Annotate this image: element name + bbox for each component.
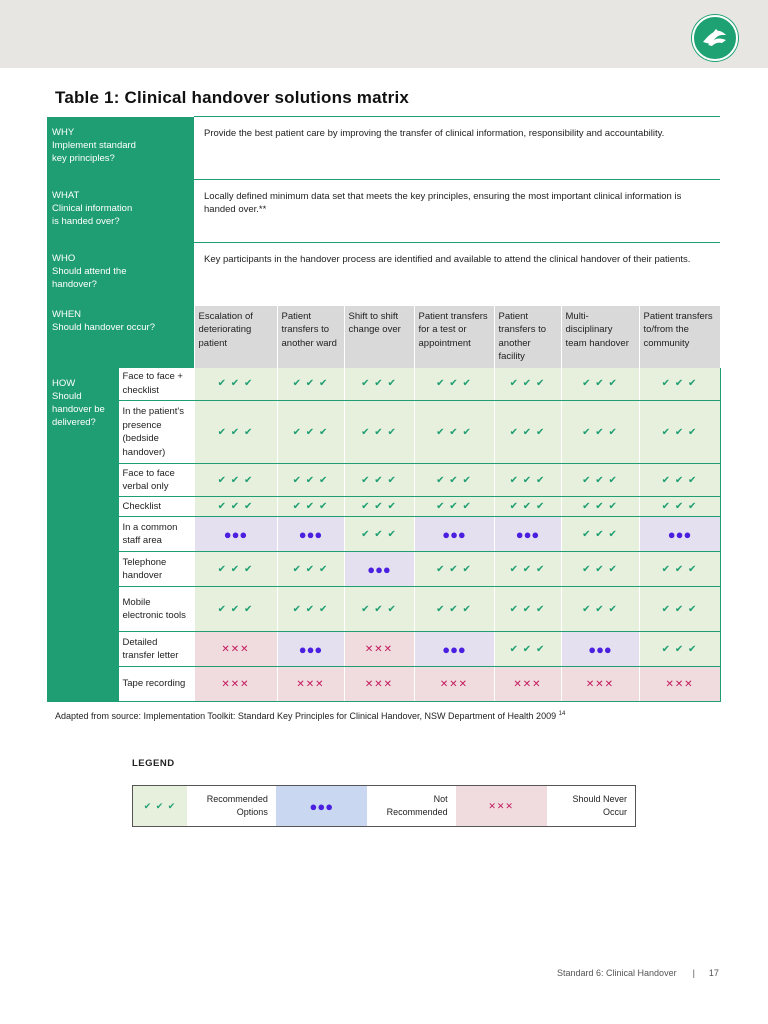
what-label: WHAT Clinical information is handed over? (47, 180, 194, 243)
legend-not-recommended-symbol: ●●● (276, 786, 367, 827)
rating-cell-rec: ✔ ✔ ✔ (277, 368, 344, 401)
rating-cell-never: ✕✕✕ (639, 667, 720, 702)
column-header: Patient transfers for a test or appointment (414, 306, 494, 368)
rating-cell-rec: ✔ ✔ ✔ (277, 401, 344, 464)
header-band (0, 0, 768, 68)
rating-cell-rec: ✔ ✔ ✔ (194, 464, 277, 497)
row-label: In the patient's presence (bedside handover) (118, 401, 194, 464)
rating-cell-never: ✕✕✕ (277, 667, 344, 702)
rating-cell-never: ✕✕✕ (194, 632, 277, 667)
rating-cell-notrec: ●●● (561, 632, 639, 667)
matrix-row (47, 552, 720, 587)
rating-cell-rec: ✔ ✔ ✔ (414, 552, 494, 587)
legend-not-recommended-label: Not Recommended (386, 794, 448, 817)
rating-cell-rec: ✔ ✔ ✔ (277, 497, 344, 517)
legend-never-symbol: ✕✕✕ (456, 786, 547, 827)
legend-title: LEGEND (132, 758, 175, 769)
rating-cell-rec: ✔ ✔ ✔ (344, 464, 414, 497)
rating-cell-rec: ✔ ✔ ✔ (561, 497, 639, 517)
rating-cell-rec: ✔ ✔ ✔ (494, 497, 561, 517)
rating-cell-rec: ✔ ✔ ✔ (639, 632, 720, 667)
rating-cell-rec: ✔ ✔ ✔ (344, 401, 414, 464)
column-header: Patient transfers to/from the community (639, 306, 720, 368)
rating-cell-rec: ✔ ✔ ✔ (494, 464, 561, 497)
rating-cell-rec: ✔ ✔ ✔ (344, 587, 414, 632)
rating-cell-notrec: ●●● (414, 632, 494, 667)
legend (132, 785, 636, 827)
column-header: Multi-disciplinary team handover (561, 306, 639, 368)
column-header: Patient transfers to another ward (277, 306, 344, 368)
rating-cell-rec: ✔ ✔ ✔ (639, 552, 720, 587)
rating-cell-never: ✕✕✕ (194, 667, 277, 702)
rating-cell-rec: ✔ ✔ ✔ (414, 368, 494, 401)
rating-cell-notrec: ●●● (277, 632, 344, 667)
rating-cell-rec: ✔ ✔ ✔ (414, 401, 494, 464)
rating-cell-rec: ✔ ✔ ✔ (344, 517, 414, 552)
matrix-row (47, 587, 720, 632)
rating-cell-rec: ✔ ✔ ✔ (561, 464, 639, 497)
who-text: Key participants in the handover process are identified and available to attend the clinical handover of their patients. (194, 243, 720, 306)
rating-cell-rec: ✔ ✔ ✔ (494, 401, 561, 464)
rating-cell-rec: ✔ ✔ ✔ (639, 401, 720, 464)
rating-cell-never: ✕✕✕ (344, 667, 414, 702)
row-label: Mobile electronic tools (118, 587, 194, 632)
rating-cell-rec: ✔ ✔ ✔ (561, 552, 639, 587)
source-ref: 14 (558, 711, 566, 717)
matrix-row (47, 517, 720, 552)
column-header: Escalation of deteriorating patient (194, 306, 277, 368)
what-text: Locally defined minimum data set that meets the key principles, ensuring the most important clinical information is handed over.** (194, 180, 720, 243)
matrix-row (47, 667, 720, 702)
rating-cell-rec: ✔ ✔ ✔ (561, 587, 639, 632)
rating-cell-notrec: ●●● (194, 517, 277, 552)
source-text: Adapted from source: Implementation Toolkit: Standard Key Principles for Clinical Handover, NSW Department of Health 2009 (55, 711, 557, 721)
rating-cell-rec: ✔ ✔ ✔ (414, 464, 494, 497)
row-label: Tape recording (118, 667, 194, 702)
source-note (55, 711, 565, 721)
row-label: In a common staff area (118, 517, 194, 552)
rating-cell-never: ✕✕✕ (344, 632, 414, 667)
row-label: Face to face + checklist (118, 368, 194, 401)
matrix-row (47, 497, 720, 517)
rating-cell-rec: ✔ ✔ ✔ (639, 464, 720, 497)
legend-recommended-label: Recommended Options (206, 794, 268, 817)
solutions-matrix (47, 116, 721, 702)
rating-cell-never: ✕✕✕ (561, 667, 639, 702)
rating-cell-rec: ✔ ✔ ✔ (414, 497, 494, 517)
matrix-row (47, 401, 720, 464)
rating-cell-rec: ✔ ✔ ✔ (494, 368, 561, 401)
rating-cell-rec: ✔ ✔ ✔ (277, 464, 344, 497)
rating-cell-rec: ✔ ✔ ✔ (194, 552, 277, 587)
rating-cell-rec: ✔ ✔ ✔ (277, 587, 344, 632)
who-label: WHO Should attend the handover? (47, 243, 194, 306)
row-label: Face to face verbal only (118, 464, 194, 497)
legend-recommended-symbol: ✔ ✔ ✔ (133, 786, 188, 827)
rating-cell-rec: ✔ ✔ ✔ (561, 517, 639, 552)
matrix-row (47, 464, 720, 497)
rating-cell-notrec: ●●● (277, 517, 344, 552)
column-header: Shift to shift change over (344, 306, 414, 368)
matrix-row (47, 632, 720, 667)
rating-cell-rec: ✔ ✔ ✔ (639, 497, 720, 517)
rating-cell-notrec: ●●● (344, 552, 414, 587)
rating-cell-rec: ✔ ✔ ✔ (194, 401, 277, 464)
rating-cell-rec: ✔ ✔ ✔ (639, 587, 720, 632)
row-label: Telephone handover (118, 552, 194, 587)
rating-cell-rec: ✔ ✔ ✔ (344, 368, 414, 401)
rating-cell-rec: ✔ ✔ ✔ (494, 552, 561, 587)
page-footer (557, 968, 719, 978)
column-header: Patient transfers to another facility (494, 306, 561, 368)
rating-cell-notrec: ●●● (494, 517, 561, 552)
rating-cell-rec: ✔ ✔ ✔ (561, 368, 639, 401)
rating-cell-notrec: ●●● (414, 517, 494, 552)
rating-cell-rec: ✔ ✔ ✔ (194, 587, 277, 632)
row-label: Checklist (118, 497, 194, 517)
rating-cell-rec: ✔ ✔ ✔ (277, 552, 344, 587)
rating-cell-rec: ✔ ✔ ✔ (639, 368, 720, 401)
how-label: HOW Should handover be delivered? (47, 368, 118, 702)
matrix-row (47, 368, 720, 401)
row-label: Detailed transfer letter (118, 632, 194, 667)
rating-cell-rec: ✔ ✔ ✔ (561, 401, 639, 464)
page-number: 17 (708, 968, 719, 978)
rating-cell-rec: ✔ ✔ ✔ (414, 587, 494, 632)
when-label: WHEN Should handover occur? (47, 306, 194, 368)
page-title: Table 1: Clinical handover solutions matrix (55, 88, 410, 107)
rating-cell-notrec: ●●● (639, 517, 720, 552)
rating-cell-never: ✕✕✕ (414, 667, 494, 702)
why-text: Provide the best patient care by improving the transfer of clinical information, responsibility and accountability. (194, 117, 720, 180)
rating-cell-never: ✕✕✕ (494, 667, 561, 702)
legend-never-label: Should Never Occur (572, 794, 627, 817)
rating-cell-rec: ✔ ✔ ✔ (194, 497, 277, 517)
footer-separator: | (692, 968, 695, 978)
rating-cell-rec: ✔ ✔ ✔ (344, 497, 414, 517)
rating-cell-rec: ✔ ✔ ✔ (494, 632, 561, 667)
rating-cell-rec: ✔ ✔ ✔ (194, 368, 277, 401)
footer-standard: Standard 6: Clinical Handover (557, 968, 677, 978)
rating-cell-rec: ✔ ✔ ✔ (494, 587, 561, 632)
why-label: WHY Implement standard key principles? (47, 117, 194, 180)
organisation-logo (692, 15, 738, 61)
